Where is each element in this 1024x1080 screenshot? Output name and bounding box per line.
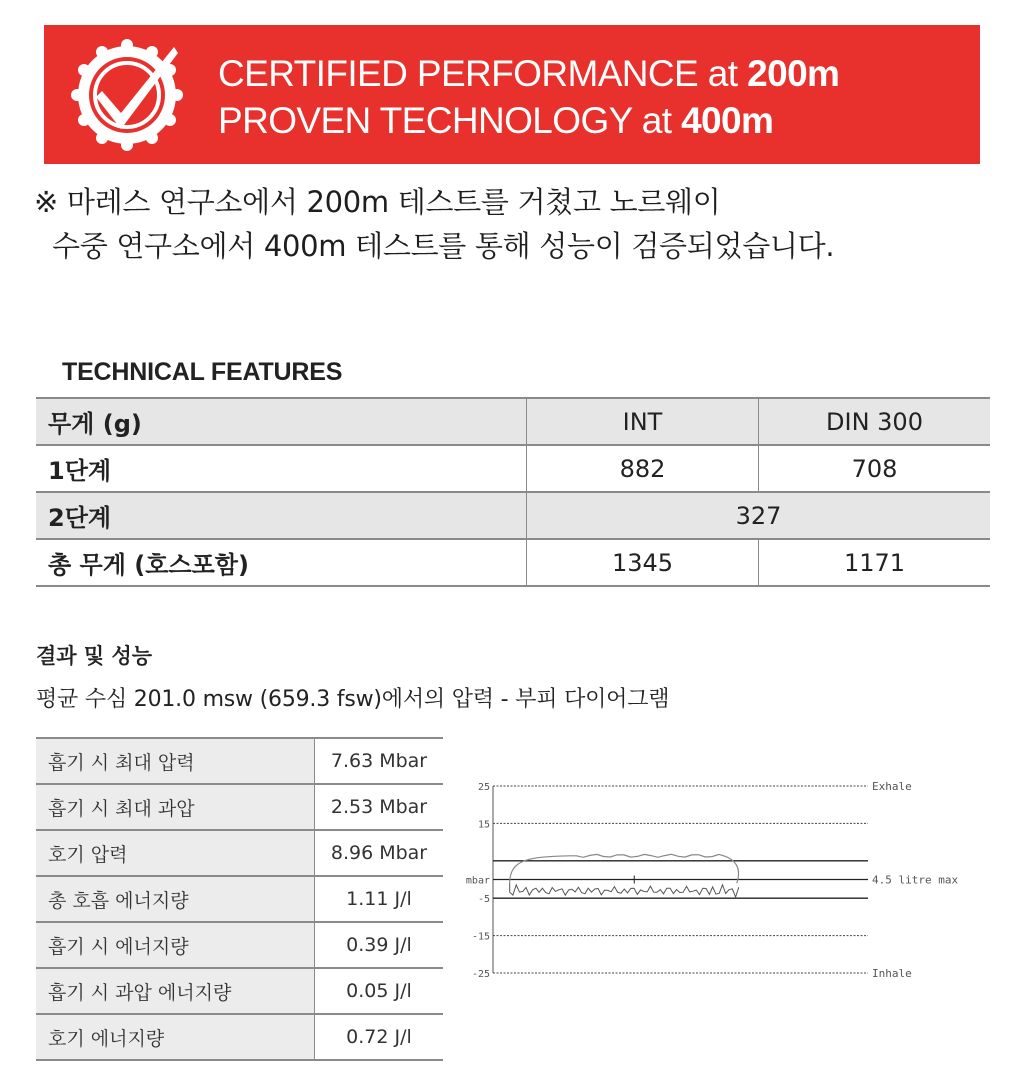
table-row: [36, 738, 443, 784]
y-tick-label: -5: [477, 894, 490, 906]
perf-label: 흡기 시 최대 과압: [36, 784, 315, 830]
table-header-row: [36, 398, 990, 445]
int-header: INT: [527, 398, 759, 445]
performance-table: [36, 737, 443, 1061]
weight-header: 무게 (g): [36, 398, 527, 445]
perf-value: 7.63 Mbar: [315, 738, 444, 784]
table-row: [36, 445, 990, 492]
results-subtitle: 평균 수심 201.0 msw (659.3 fsw)에서의 압력 - 부피 다이어그램: [36, 687, 670, 712]
perf-value: 1.11 J/l: [315, 876, 444, 922]
table-row: [36, 922, 443, 968]
banner-line-2: PROVEN TECHNOLOGY at 400m: [218, 100, 774, 141]
table-row: [36, 968, 443, 1014]
y-tick-label: 25: [477, 782, 490, 793]
y-tick-label: -25: [471, 969, 490, 980]
perf-value: 8.96 Mbar: [315, 830, 444, 876]
results-title: 결과 및 성능: [36, 644, 153, 668]
row-label: 총 무게 (호스포함): [36, 539, 527, 586]
merged-value: 327: [527, 492, 991, 539]
table-row: [36, 876, 443, 922]
perf-label: 호기 에너지량: [36, 1014, 315, 1060]
perf-value: 0.72 J/l: [315, 1014, 444, 1060]
din-value: 1171: [759, 539, 991, 586]
note-line-2: 수중 연구소에서 400m 테스트를 통해 성능이 검증되었습니다.: [52, 229, 835, 263]
certified-banner: [44, 25, 980, 164]
right-label: Inhale: [872, 967, 912, 980]
perf-value: 2.53 Mbar: [315, 784, 444, 830]
perf-label: 흡기 시 최대 압력: [36, 738, 315, 784]
din-header: DIN 300: [759, 398, 991, 445]
table-row: [36, 1014, 443, 1060]
perf-label: 호기 압력: [36, 830, 315, 876]
certification-note: [34, 180, 994, 268]
right-label: Exhale: [872, 780, 912, 793]
perf-label: 흡기 시 과압 에너지량: [36, 968, 315, 1014]
row-label: 2단계: [36, 492, 527, 539]
table-row: [36, 830, 443, 876]
inhale-curve: [510, 883, 739, 897]
perf-label: 흡기 시 에너지량: [36, 922, 315, 968]
certified-check-badge-icon: [66, 33, 188, 155]
technical-features-title: TECHNICAL FEATURES: [62, 358, 343, 386]
table-row: [36, 492, 990, 539]
table-row: [36, 539, 990, 586]
table-row: [36, 784, 443, 830]
perf-value: 0.05 J/l: [315, 968, 444, 1014]
pressure-volume-chart: [453, 770, 1013, 990]
technical-features-table: [36, 397, 990, 587]
int-value: 882: [527, 445, 759, 492]
y-tick-label: -15: [471, 931, 490, 943]
int-value: 1345: [527, 539, 759, 586]
perf-label: 총 호흡 에너지량: [36, 876, 315, 922]
y-tick-label: 15: [477, 819, 490, 831]
right-label: 4.5 litre max: [872, 873, 959, 887]
row-label: 1단계: [36, 445, 527, 492]
y-tick-label: mbar: [465, 875, 490, 887]
din-value: 708: [759, 445, 991, 492]
note-line-1: ※ 마레스 연구소에서 200m 테스트를 거쳤고 노르웨이: [34, 185, 721, 219]
banner-text: [218, 50, 839, 144]
banner-line-1: CERTIFIED PERFORMANCE at 200m: [218, 53, 840, 94]
perf-value: 0.39 J/l: [315, 922, 444, 968]
